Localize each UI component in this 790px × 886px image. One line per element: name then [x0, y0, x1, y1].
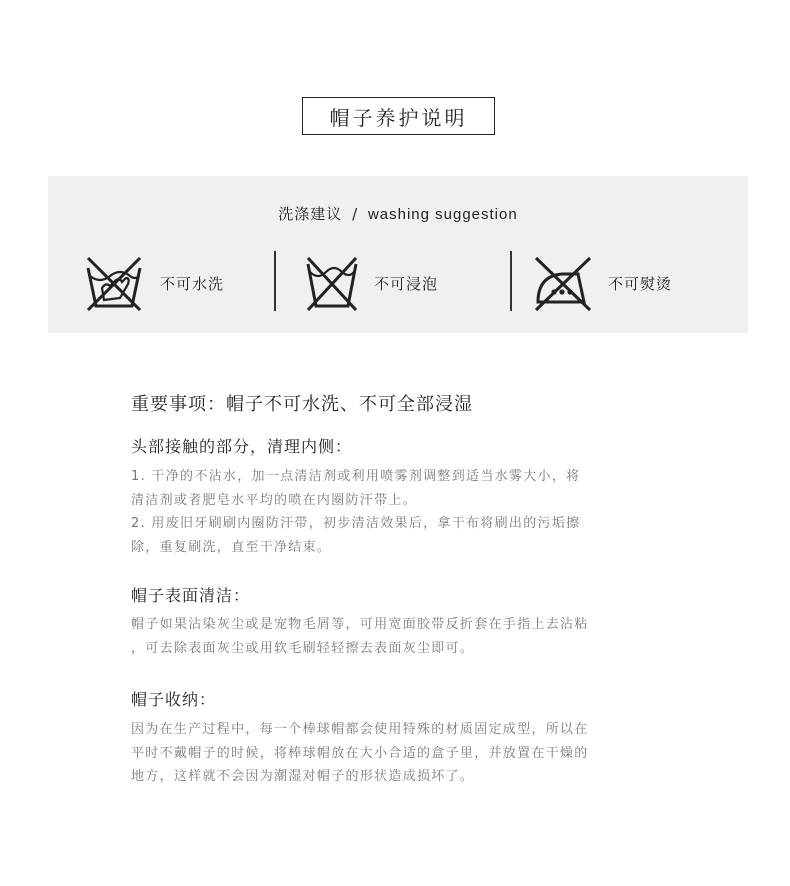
washing-heading-cn: 洗涤建议	[278, 205, 343, 223]
head-contact-heading: 头部接触的部分，清理内侧：	[131, 437, 353, 456]
paragraph-line: 1. 干净的不沾水，加一点清洁剂或利用喷雾剂调整到适当水雾大小，将	[131, 469, 581, 484]
paragraph-line: 清洁剂或者肥皂水平均的喷在内圈防汗带上。	[131, 492, 418, 508]
paragraph-line: 平时不戴帽子的时候，将棒球帽放在大小合适的盒子里，并放置在干燥的	[131, 745, 589, 761]
storage-heading: 帽子收纳：	[131, 690, 217, 709]
paragraph-line: 地方，这样就不会因为潮湿对帽子的形状造成损坏了。	[131, 769, 475, 784]
care-item-no-soak	[304, 253, 438, 313]
important-note: 重要事项：帽子不可水洗、不可全部浸湿	[131, 394, 473, 415]
washing-heading-en: washing suggestion	[367, 206, 518, 223]
paragraph-line: ，可去除表面灰尘或用软毛刷轻轻擦去表面灰尘即可。	[131, 640, 475, 656]
care-label-no-iron: 不可熨烫	[608, 274, 673, 293]
storage-body	[131, 718, 671, 789]
paragraph-line: 因为在生产过程中，每一个棒球帽都会使用特殊的材质固定成型，所以在	[131, 722, 589, 737]
surface-cleaning-heading: 帽子表面清洁：	[131, 586, 251, 605]
no-iron-icon	[532, 254, 594, 312]
care-item-no-iron	[532, 253, 672, 313]
care-item-no-wash	[82, 253, 224, 313]
paragraph-line: 2. 用废旧牙刷刷内圈防汗带，初步清洁效果后，拿干布将刷出的污垢擦	[131, 516, 581, 531]
washing-suggestion-panel	[48, 176, 748, 333]
head-contact-body	[131, 465, 671, 559]
no-soak-icon	[304, 254, 360, 312]
washing-heading-separator: /	[352, 205, 359, 223]
surface-cleaning-body	[131, 613, 671, 660]
no-hand-wash-icon	[82, 254, 146, 312]
care-label-no-soak: 不可浸泡	[374, 274, 439, 293]
care-divider	[510, 251, 512, 311]
page-title: 帽子养护说明	[302, 97, 495, 135]
paragraph-line: 除，重复刷洗，直至干净结束。	[131, 539, 332, 555]
care-label-no-wash: 不可水洗	[160, 274, 225, 293]
care-notes	[131, 390, 671, 789]
care-divider	[274, 251, 276, 311]
washing-heading	[48, 203, 748, 224]
paragraph-line: 帽子如果沾染灰尘或是宠物毛屑等，可用宽面胶带反折套在手指上去沾粘	[131, 617, 589, 632]
